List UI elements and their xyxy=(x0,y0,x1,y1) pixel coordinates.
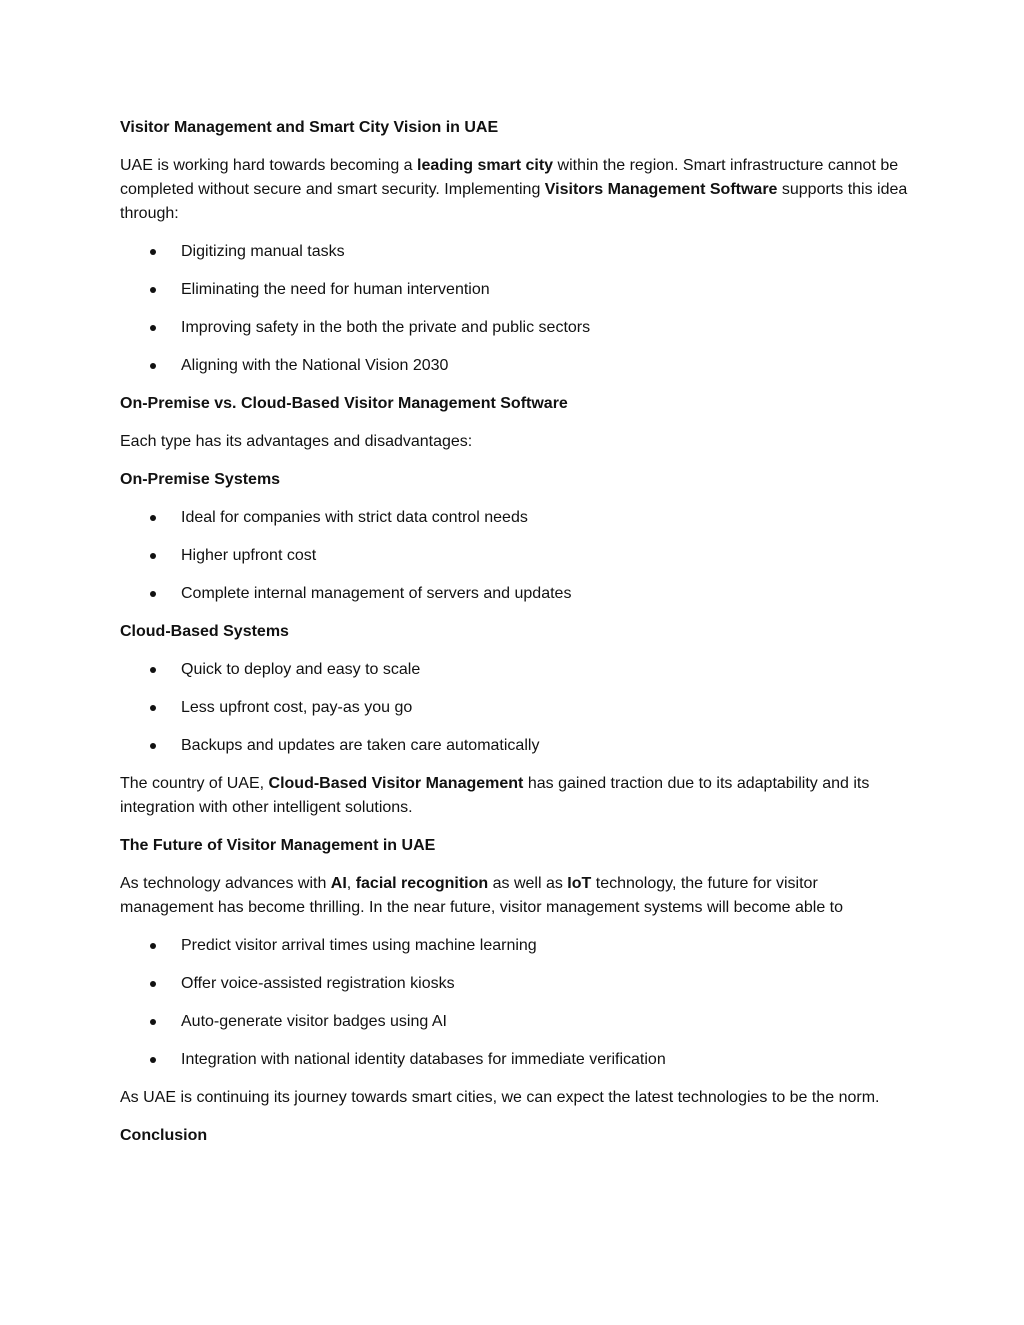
cloud-text-1: The country of UAE, xyxy=(120,775,269,792)
list-item xyxy=(120,316,910,340)
future-bold-1: AI xyxy=(330,875,347,892)
bullet-icon xyxy=(150,249,156,255)
onprem-list xyxy=(120,506,910,606)
future-text-4: technology, the future for visitor management has become thrilling. In the near future, visitor management systems will become able to xyxy=(120,875,844,916)
heading-cloud: Cloud-Based Systems xyxy=(120,623,289,640)
list-item xyxy=(120,1048,910,1072)
list-item-text: Offer voice-assisted registration kiosks xyxy=(181,975,455,992)
bullet-icon xyxy=(150,325,156,331)
bullet-icon xyxy=(150,1057,156,1063)
list-item xyxy=(120,658,910,682)
list-item-text: Aligning with the National Vision 2030 xyxy=(181,357,449,374)
list-item-text: Integration with national identity databases for immediate verification xyxy=(181,1051,666,1068)
list-item-text: Auto-generate visitor badges using AI xyxy=(181,1013,447,1030)
bullet-icon xyxy=(150,667,156,673)
future-bold-3: IoT xyxy=(567,875,592,892)
list-item-text: Predict visitor arrival times using machine learning xyxy=(181,937,537,954)
intro-paragraph xyxy=(120,154,910,226)
intro-text-3: supports this idea through: xyxy=(120,181,908,222)
bullet-icon xyxy=(150,515,156,521)
intro-text-2: within the region. Smart infrastructure cannot be completed without secure and smart security. Implementing xyxy=(120,157,899,198)
heading-main: Visitor Management and Smart City Vision in UAE xyxy=(120,119,499,136)
list-item xyxy=(120,1010,910,1034)
list-item xyxy=(120,506,910,530)
list-item xyxy=(120,696,910,720)
cloud-text-2: has gained traction due to its adaptability and its integration with other intelligent solutions. xyxy=(120,775,870,816)
bullet-icon xyxy=(150,553,156,559)
list-item xyxy=(120,240,910,264)
list-item-text: Backups and updates are taken care automatically xyxy=(181,737,540,754)
bullet-icon xyxy=(150,1019,156,1025)
bullet-icon xyxy=(150,363,156,369)
bullet-icon xyxy=(150,705,156,711)
cloud-list xyxy=(120,658,910,758)
future-text-1: As technology advances with xyxy=(120,875,331,892)
list-item xyxy=(120,354,910,378)
list-item xyxy=(120,972,910,996)
compare-intro: Each type has its advantages and disadvantages: xyxy=(120,433,473,450)
intro-bold-2: Visitors Management Software xyxy=(544,181,778,198)
heading-compare: On-Premise vs. Cloud-Based Visitor Management Software xyxy=(120,395,568,412)
cloud-paragraph xyxy=(120,772,910,820)
cloud-bold-1: Cloud-Based Visitor Management xyxy=(268,775,524,792)
list-item-text: Eliminating the need for human intervention xyxy=(181,281,490,298)
list-item xyxy=(120,734,910,758)
smart-city-list xyxy=(120,240,910,378)
bullet-icon xyxy=(150,743,156,749)
heading-future: The Future of Visitor Management in UAE xyxy=(120,837,436,854)
heading-conclusion: Conclusion xyxy=(120,1127,208,1144)
intro-bold-1: leading smart city xyxy=(417,157,554,174)
future-list xyxy=(120,934,910,1072)
future-text-3: as well as xyxy=(488,875,568,892)
bullet-icon xyxy=(150,981,156,987)
list-item xyxy=(120,582,910,606)
future-paragraph xyxy=(120,872,910,920)
bullet-icon xyxy=(150,591,156,597)
list-item-text: Improving safety in the both the private and public sectors xyxy=(181,319,591,336)
list-item-text: Digitizing manual tasks xyxy=(181,243,345,260)
future-text-2: , xyxy=(346,875,356,892)
list-item-text: Less upfront cost, pay-as you go xyxy=(181,699,413,716)
list-item-text: Higher upfront cost xyxy=(181,547,317,564)
heading-onprem: On-Premise Systems xyxy=(120,471,281,488)
list-item xyxy=(120,278,910,302)
bullet-icon xyxy=(150,943,156,949)
list-item-text: Ideal for companies with strict data control needs xyxy=(181,509,528,526)
list-item-text: Complete internal management of servers and updates xyxy=(181,585,572,602)
list-item xyxy=(120,934,910,958)
intro-text-1: UAE is working hard towards becoming a xyxy=(120,157,418,174)
list-item xyxy=(120,544,910,568)
closing-paragraph: As UAE is continuing its journey towards smart cities, we can expect the latest technologies to be the norm. xyxy=(120,1089,880,1106)
document-page xyxy=(120,116,910,1162)
future-bold-2: facial recognition xyxy=(355,875,489,892)
bullet-icon xyxy=(150,287,156,293)
list-item-text: Quick to deploy and easy to scale xyxy=(181,661,421,678)
